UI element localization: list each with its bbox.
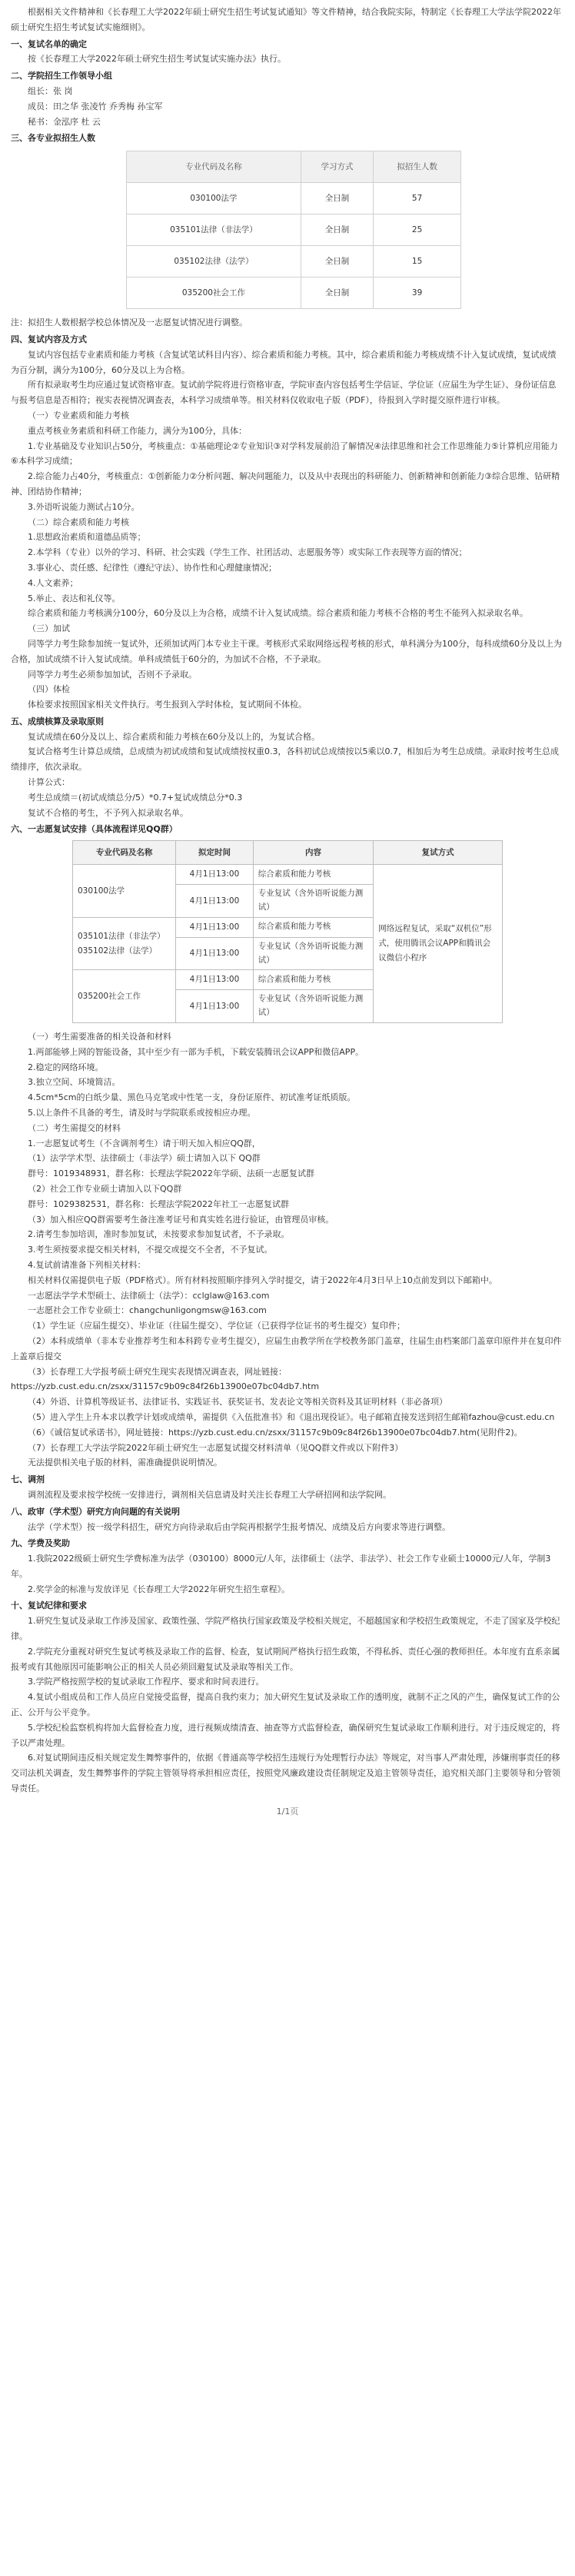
table-cell: 030100法学 — [127, 183, 301, 214]
enrollment-note: 注：拟招生人数根据学校总体情况及一志愿复试情况进行调整。 — [11, 317, 248, 328]
qq-group-info: 群号：1019348931，群名称：长理法学院2022年学硕、法硕一志愿复试群 — [28, 1168, 314, 1179]
table-row — [127, 214, 461, 246]
paragraph: 1.我院2022级硕士研究生学费标准为法学（030100）8000元/人年，法律硕士（法学、非法学）、社会工作专业硕士10000元/人年，学制3年。 — [11, 1554, 551, 1579]
list-item: 1.一志愿复试考生（不含调剂考生）请于明天加入相应QQ群， — [28, 1138, 261, 1148]
list-item: （3）加入相应QQ群需要考生备注准考证号和真实姓名进行验证，由管理员审核。 — [28, 1214, 334, 1225]
table-row — [127, 278, 461, 309]
list-item: （1）法学学术型、法律硕士（非法学）硕士请加入以下 QQ群 — [28, 1153, 261, 1164]
email-line: 一志愿社会工作专业硕士：changchunligongmsw@163.com — [28, 1305, 267, 1316]
list-item: （1）学生证（应届生提交）、毕业证（往届生提交）、学位证（已获得学位证书的考生提交）复印件； — [28, 1321, 405, 1331]
table-cell: 全日制 — [301, 278, 373, 309]
list-item: （7）长春理工大学法学院2022年硕士研究生一志愿复试提交材料清单（见QQ群文件或以下附件3） — [28, 1442, 404, 1453]
paragraph: 复试合格考生计算总成绩，总成绩为初试成绩和复试成绩按权重0.3，各科初试总成绩按以5乘以0.7，相加后为考生总成绩。录取时按考生总成绩排序，依次录取。 — [11, 746, 559, 773]
list-item: 4.5cm*5cm的白纸少量、黑色马克笔或中性笔一支，身份证原件、初试准考证纸质版。 — [28, 1092, 356, 1103]
list-item: 无法提供相关电子版的材料，需准确提供说明情况。 — [28, 1458, 222, 1468]
paragraph: 5.学校纪检监察机构将加大监督检查力度，进行视频成绩清查、抽查等方式监督检查，确保研究生复试录取工作顺利进行。对于违反规定的，将予以严肃处理。 — [11, 1722, 560, 1748]
header-cell: 学习方式 — [301, 151, 373, 183]
subsection-title: （二）综合素质和能力考核 — [28, 517, 129, 527]
content-cell: 专业复试（含外语听说能力测试） — [253, 885, 374, 918]
table-cell: 035101法律（非法学） — [127, 214, 301, 246]
subsection-title: （一）专业素质和能力考核 — [28, 410, 129, 420]
paragraph: 1.研究生复试及录取工作涉及国家、政策性强、学院严格执行国家政策及学校相关规定，不超越国家和学校招生政策规定，不走了国家及学校纪律。 — [11, 1616, 560, 1642]
time-cell: 4月1日13:00 — [176, 917, 254, 937]
paragraph: 3.学院严格按照学校的复试录取工作程序、要求和时间表进行。 — [28, 1677, 264, 1687]
secretary-line: 秘书：金泓序 杜 云 — [28, 116, 101, 127]
section-5-title: 五、成绩核算及录取原则 — [11, 716, 104, 726]
schedule-table — [72, 840, 503, 1023]
enrollment-table — [126, 151, 461, 309]
section-4-title: 四、复试内容及方式 — [11, 334, 87, 344]
list-item: 3.考生须按要求提交相关材料，不提交或提交不全者，不予复试。 — [28, 1245, 273, 1255]
header-cell: 专业代码及名称 — [73, 841, 176, 865]
header-cell: 内容 — [253, 841, 374, 865]
list-item: 2.本学科（专业）以外的学习、科研、社会实践（学生工作、社团活动、志愿服务等）或实际工作表现等方面的情况； — [28, 547, 467, 558]
paragraph: 复试不合格的考生，不予列入拟录取名单。 — [28, 807, 188, 818]
list-item: 1.两部能够上网的智能设备，其中至少有一部为手机，下载安装腾讯会议APP和微信APP。 — [28, 1046, 364, 1057]
list-item: 5.以上条件不具备的考生，请及时与学院联系或按相应办理。 — [28, 1107, 256, 1118]
content-cell: 综合素质和能力考核 — [253, 917, 374, 937]
section-1-title: 一、复试名单的确定 — [11, 38, 87, 49]
content-cell: 专业复试（含外语听说能力测试） — [253, 990, 374, 1023]
list-item: 3.外语听说能力测试占10分。 — [28, 501, 140, 512]
header-cell: 复试方式 — [374, 841, 503, 865]
formula-label: 计算公式： — [28, 777, 70, 788]
major-cell: 030100法学 — [73, 865, 176, 918]
table-cell: 25 — [374, 214, 461, 246]
content-cell: 专业复试（含外语听说能力测试） — [253, 937, 374, 970]
paragraph: 2.学院充分重视对研究生复试考核及录取工作的监督、检查，复试期间严格执行招生政策，不得私拆、责任心强的教师担任。本年度有直系亲属报考或有其他原因可能影响公正的相关人员必须回避复试及录取等相关工作。 — [11, 1646, 560, 1672]
list-item: （2）社会工作专业硕士请加入以下QQ群 — [28, 1183, 182, 1194]
section-9-title: 九、学费及奖助 — [11, 1538, 70, 1549]
paragraph: 复试内容包括专业素质和能力考核（含复试笔试科目内容）、综合素质和能力考核。其中，综合素质和能力考核成绩不计入复试成绩，复试成绩为百分制，满分为100分，60分及以上为合格。 — [11, 349, 557, 375]
section-3-title: 三、各专业拟招生人数 — [11, 133, 95, 144]
table-cell: 全日制 — [301, 246, 373, 278]
list-item: （2）本科成绩单（非本专业推荐考生和本科跨专业考生提交），应届生由教学所在学校教务部门盖章，往届生由档案部门盖章印原件并在复印件上盖章后提交 — [11, 1335, 562, 1361]
leader-line: 组长：张 岗 — [28, 85, 73, 96]
paragraph: 相关材料仅需提供电子版（PDF格式）。所有材料按照顺序排列入学时提交，请于2022年4月3日早上10点前发到以下邮箱中。 — [28, 1275, 497, 1285]
table-row — [73, 865, 503, 885]
time-cell: 4月1日13:00 — [176, 970, 254, 990]
table-cell: 全日制 — [301, 214, 373, 246]
table-cell: 57 — [374, 183, 461, 214]
table-row — [127, 183, 461, 214]
content-cell: 综合素质和能力考核 — [253, 970, 374, 990]
table-row — [127, 246, 461, 278]
table-cell: 39 — [374, 278, 461, 309]
email-line: 一志愿法学学术型硕士、法律硕士（法学）：cclglaw@163.com — [28, 1290, 270, 1301]
major-cell: 035101法律（非法学） 035102法律（法学） — [73, 917, 176, 970]
subsection-title: （一）考生需要准备的相关设备和材料 — [28, 1032, 171, 1042]
subsection-title: （三）加试 — [28, 623, 70, 634]
intro-paragraph: 根据相关文件精神和《长春理工大学2022年硕士研究生招生考试复试通知》等文件精神，结合我院实际，特制定《长春理工大学法学院2022年硕士研究生招生考试复试实施细则》。 — [11, 7, 561, 32]
subsection-title: （四）体检 — [28, 684, 70, 695]
paragraph: 所有拟录取考生均应通过复试资格审查。复试前学院将进行资格审查，学院审查内容包括考生学信证、学位证（应届生为学生证）、身份证信息与报考信息是否相符；视实表视情况调查表，本科学习成绩单等。相关材料仅收取电子版（PDF），待报到入学时提交原件进行审核。 — [11, 380, 557, 406]
page-number: 1/1页 — [276, 1806, 299, 1816]
time-cell: 4月1日13:00 — [176, 885, 254, 918]
list-item: 5.举止、表达和礼仪等。 — [28, 593, 121, 603]
paragraph: 同等学力考生必须参加加试，否则不予录取。 — [28, 669, 197, 680]
header-cell: 拟定时间 — [176, 841, 254, 865]
content-cell: 综合素质和能力考核 — [253, 865, 374, 885]
list-item: （4）外语、计算机等级证书、法律证书、实践证书、获奖证书、发表论文等相关资料及其证明材料（非必备项） — [28, 1397, 447, 1408]
paragraph: 复试成绩在60分及以上、综合素质和能力考核在60分及以上的，为复试合格。 — [28, 731, 320, 742]
header-cell: 专业代码及名称 — [127, 151, 301, 183]
paragraph: 4.复试小组成员和工作人员应自觉接受监督，提高自我约束力；加大研究生复试及录取工作的透明度，就制不正之风的产生，确保复试工作的公正、公开与公平竞争。 — [11, 1692, 560, 1718]
subsection-title: （二）考生需提交的材料 — [28, 1122, 121, 1133]
paragraph: 6.对复试期间违反相关规定发生舞弊事件的，依据《普通高等学校招生违规行为处理暂行办法》等规定，对当事人严肃处理，涉嫌刑事责任的移交司法机关调查，发生舞弊事件的学院主管领导将承担相应责任，按照党风廉政建设责任制规定及追主管领导责任，追究相关部门主要领导和分管领导责任。 — [11, 1753, 560, 1794]
list-item: 3.独立空间、环境简洁。 — [28, 1077, 121, 1088]
header-cell: 拟招生人数 — [374, 151, 461, 183]
time-cell: 4月1日13:00 — [176, 990, 254, 1023]
list-item: 2.综合能力占40分，考核重点：①创新能力②分析问题、解决问题能力，以及从中表现出的科研能力、创新精神和创新能力③综合思维、钻研精神、团结协作精神； — [11, 471, 560, 497]
enrollment-table-header — [127, 151, 461, 183]
paragraph: 同等学力考生除参加统一复试外，还须加试两门本专业主干课。考核形式采取网络远程考核的形式，单科满分为100分，每科成绩60分及以上为合格，加试成绩不计入复试成绩。单科成绩低于60分的，为加试不合格，不予录取。 — [11, 638, 562, 664]
section-6-title: 六、一志愿复试安排（具体流程详见QQ群） — [11, 824, 178, 835]
list-item: （5）进入学生上升本求以教学计划或成绩单，需提供《入伍批准书》和《退出现役证》。电子邮箱直接发送到招生邮箱fazhou@cust.edu.cn — [28, 1411, 555, 1422]
section-8-title: 八、政审（学术型）研究方向问题的有关说明 — [11, 1506, 180, 1517]
list-item: 2.稳定的网络环境。 — [28, 1062, 104, 1072]
schedule-table-header — [73, 841, 503, 865]
time-cell: 4月1日13:00 — [176, 865, 254, 885]
section-2-title: 二、学院招生工作领导小组 — [11, 71, 112, 81]
paragraph: 法学（学术型）按一级学科招生，研究方向待录取后由学院再根据学生报考情况、成绩及后方向要求等进行调整。 — [28, 1521, 450, 1532]
section-10-title: 十、复试纪律和要求 — [11, 1600, 87, 1611]
section-7-title: 七、调剂 — [11, 1474, 45, 1485]
members-line: 成员：田之华 张凌竹 乔秀梅 孙宝军 — [28, 101, 163, 111]
table-cell: 035200社会工作 — [127, 278, 301, 309]
paragraph: 体检要求按照国家相关文件执行。考生报到入学时体检，复试期间不体检。 — [28, 700, 307, 710]
formula: 考生总成绩＝(初试成绩总分/5）*0.7+复试成绩总分*0.3 — [28, 792, 243, 803]
time-cell: 4月1日13:00 — [176, 937, 254, 970]
list-item: 1.专业基础及专业知识占50分，考核重点：①基础理论②专业知识③对学科发展前沿了解情况④法律思维和社会工作思维能力⑤计算机应用能力⑥本科学习成绩； — [11, 440, 558, 467]
paragraph: 调剂流程及要求按学校统一安排进行，调剂相关信息请及时关注长春理工大学研招网和法学院网。 — [28, 1489, 391, 1500]
section-1-text: 按《长春理工大学2022年硕士研究生招生考试复试实施办法》执行。 — [28, 54, 286, 65]
paragraph: 重点考核业务素质和科研工作能力，满分为100分，具体： — [28, 425, 247, 436]
exam-mode-cell: 网络远程复试，采取“双机位”形式，使用腾讯会议APP和腾讯会议微信小程序 — [374, 865, 503, 1023]
list-item: 1.思想政治素质和道德品质等； — [28, 532, 146, 543]
table-cell: 15 — [374, 246, 461, 278]
list-item: 3.事业心、责任感、纪律性（遵纪守法）、协作性和心理健康情况； — [28, 562, 277, 573]
list-item-with-link[interactable]: （3）长春理工大学报考硕士研究生现实表现情况调查表，网址链接：https://yzb.cust.edu.cn/zsxx/31157c9b09c84f26b13900e07bc04db7.htm — [11, 1366, 320, 1392]
list-item: 4.人文素养； — [28, 577, 78, 588]
paragraph: 2.奖学金的标准与发放详见《长春理工大学2022年研究生招生章程》。 — [28, 1584, 290, 1594]
major-cell: 035200社会工作 — [73, 970, 176, 1023]
qq-group-info: 群号：1029382531，群名称：长理法学院2022年社工一志愿复试群 — [28, 1198, 289, 1209]
table-cell: 035102法律（法学） — [127, 246, 301, 278]
list-item-with-link[interactable]: （6）《诚信复试承诺书》，网址链接：https://yzb.cust.edu.cn/zsxx/31157c9b09c84f26b13900e07bc04db7.htm(见附件2)。 — [28, 1427, 523, 1438]
list-item: 4.复试前请准备下列相关材料： — [28, 1259, 146, 1270]
table-cell: 全日制 — [301, 183, 373, 214]
list-item: 2.请考生参加培训，准时参加复试，未按要求参加复试者，不予录取。 — [28, 1229, 290, 1240]
paragraph: 综合素质和能力考核满分100分，60分及以上为合格，成绩不计入复试成绩。综合素质和能力考核不合格的考生不能列入拟录取名单。 — [28, 608, 528, 619]
